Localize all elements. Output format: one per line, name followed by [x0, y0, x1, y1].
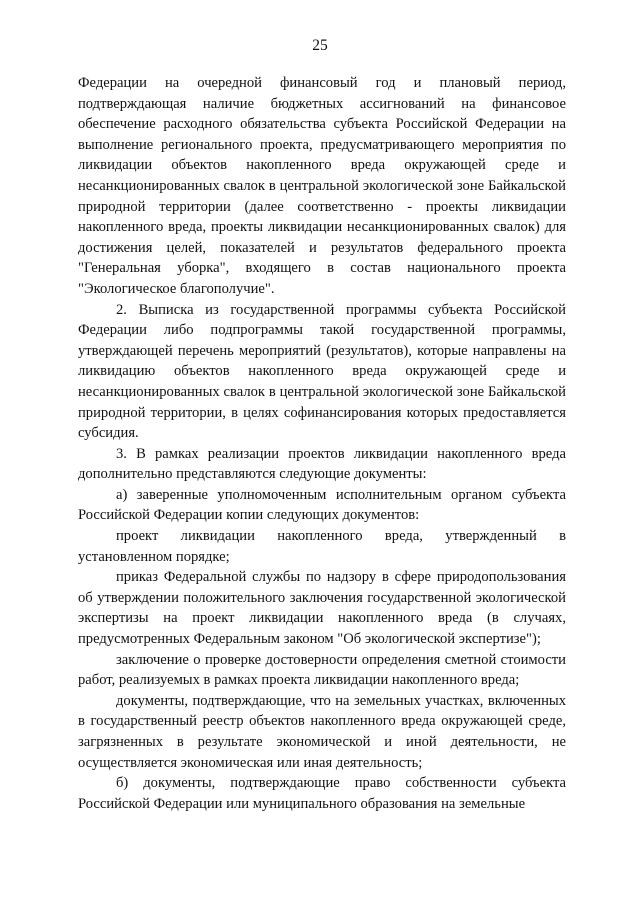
page-number: 25 [312, 37, 328, 54]
paragraph: документы, подтверждающие, что на земельных участках, включенных в государственный реестр объектов накопленного вреда окружающей среде, загрязненных в результате экономической и иной деятельности, не осуществляется экономическая или иная деятельность; [78, 692, 566, 771]
paragraph: а) заверенные уполномоченным исполнительным органом субъекта Российской Федерации копии следующих документов: [78, 486, 566, 524]
paragraph: проект ликвидации накопленного вреда, утвержденный в установленном порядке; [78, 528, 566, 565]
paragraph: Федерации на очередной финансовый год и плановый период, подтверждающая наличие бюджетных ассигнований на финансовое обеспечение расходного обязательства субъекта Российской Федерации на выполнение регионального проекта, предусматривающего мероприятия по ликвидации объектов накопленного вреда окружающей среде и несанкционированных свалок в центральной экологической зоне Байкальской природной территории (далее соответственно - проекты ликвидации накопленного вреда, проекты ликвидации несанкционированных свалок) для достижения целей, показателей и результатов федерального проекта "Генеральная уборка", входящего в состав национального проекта "Экологическое благополучие". [78, 75, 566, 297]
paragraph: 3. В рамках реализации проектов ликвидации накопленного вреда дополнительно представляются следующие документы: [78, 445, 566, 483]
paragraph: заключение о проверке достоверности определения сметной стоимости работ, реализуемых в рамках проекта ликвидации накопленного вреда; [78, 651, 566, 689]
document-body [78, 73, 566, 814]
paragraph: приказ Федеральной службы по надзору в сфере природопользования об утверждении положительного заключения государственной экологической экспертизы на проект ликвидации накопленного вреда (в случаях, предусмотренных Федеральным законом "Об экологической экспертизе"); [78, 569, 566, 648]
paragraph: б) документы, подтверждающие право собственности субъекта Российской Федерации или муниципального образования на земельные [78, 775, 566, 812]
paragraph: 2. Выписка из государственной программы субъекта Российской Федерации либо подпрограммы такой государственной программы, утверждающей перечень мероприятий (результатов), которые направлены на ликвидацию объектов накопленного вреда окружающей среде и несанкционированных свалок в центральной экологической зоне Байкальской природной территории, в целях софинансирования которых предоставляется субсидия. [78, 301, 566, 442]
